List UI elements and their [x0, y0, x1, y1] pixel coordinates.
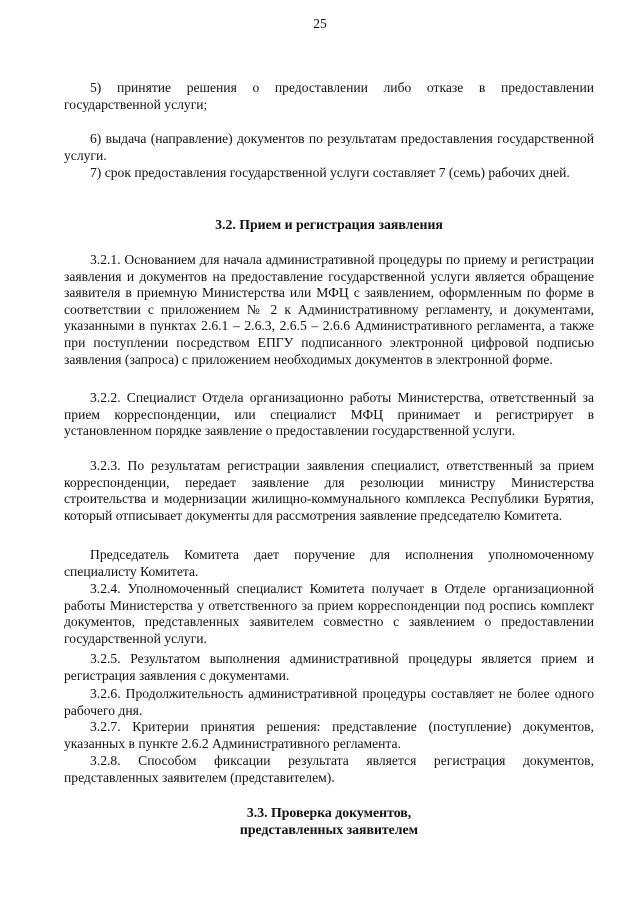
paragraph-3-2-5: 3.2.5. Результатом выполнения административной процедуры является прием и регистрация заявления с документами. [64, 651, 594, 683]
section-3-2-heading: 3.2. Прием и регистрация заявления [215, 217, 443, 232]
paragraph-3-2-7: 3.2.7. Критерии принятия решения: представление (поступление) документов, указанных в пункте 2.6.2 Административного регламента. [64, 719, 594, 751]
paragraph-3-2-4: 3.2.4. Уполномоченный специалист Комитета получает в Отделе организационной работы Министерства у ответственного за прием корреспонденции под роспись комплект документов, представленных заявителем совместно с заявлением о предоставлении государственной услуги. [64, 581, 594, 646]
section-3-3-heading-line1: 3.3. Проверка документов, [246, 805, 412, 820]
paragraph-3-2-3-continued: Председатель Комитета дает поручение для исполнения уполномоченному специалисту Комитета. [64, 547, 594, 579]
item-6: 6) выдача (направление) документов по результатам предоставления государственной услуги. [64, 131, 594, 163]
paragraph-3-2-6: 3.2.6. Продолжительность административной процедуры составляет не более одного рабочего дня. [64, 686, 594, 718]
paragraph-3-2-1: 3.2.1. Основанием для начала административной процедуры по приему и регистрации заявления и документов на предоставление государственной услуги является обращение заявителя в приемную Министерства или МФЦ с заявлением, оформленным по форме в соответствии с приложением № 2 к Административному регламенту, и документами, указанными в пунктах 2.6.1 – 2.6.3, 2.6.5 – 2.6.6 Административного регламента, а также при поступлении посредством ЕПГУ подписанного электронной цифровой подписью заявления (запроса) с приложением необходимых документов в электронной форме. [64, 252, 594, 367]
paragraph-3-2-3: 3.2.3. По результатам регистрации заявления специалист, ответственный за прием корреспонденции, передает заявление для резолюции министру Министерства строительства и модернизации жилищно-коммунального комплекса Республики Бурятия, который отписывает документы для рассмотрения заявление председателю Комитета. [64, 458, 594, 523]
section-3-3-heading-line2: представленных заявителем [239, 822, 419, 837]
item-7: 7) срок предоставления государственной услуги составляет 7 (семь) рабочих дней. [90, 165, 570, 180]
paragraph-3-2-2: 3.2.2. Специалист Отдела организационно работы Министерства, ответственный за прием корреспонденции, или специалист МФЦ принимает и регистрирует в установленном порядке заявление о предоставлении государственной услуги. [64, 390, 594, 439]
page-number: 25 [313, 16, 327, 31]
paragraph-3-2-8: 3.2.8. Способом фиксации результата является регистрация документов, представленных заявителем (представителем). [64, 753, 594, 785]
item-5: 5) принятие решения о предоставлении либо отказе в предоставлении государственной услуги; [64, 80, 594, 112]
